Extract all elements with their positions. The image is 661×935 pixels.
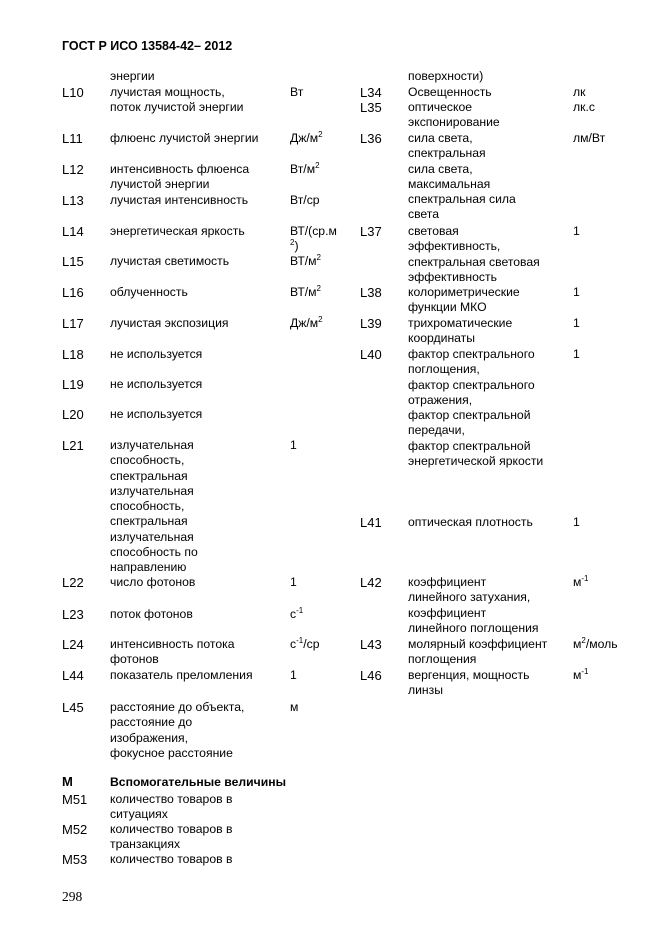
page-header: ГОСТ Р ИСО 13584-42– 2012 bbox=[62, 39, 233, 53]
row-quantity: интенсивность флюенса лучистой энергии bbox=[110, 162, 250, 192]
row-quantity: колориметрические функции МКО bbox=[408, 285, 520, 315]
row-code: L42 bbox=[360, 575, 382, 590]
row-unit: лк.с bbox=[573, 100, 595, 114]
row-code: L12 bbox=[62, 162, 84, 177]
row-code: L46 bbox=[360, 668, 382, 683]
row-code: L13 bbox=[62, 193, 84, 208]
row-code: L17 bbox=[62, 316, 84, 331]
section-title: Вспомогательные величины bbox=[110, 775, 286, 789]
row-code: L15 bbox=[62, 254, 84, 269]
row-code: M51 bbox=[62, 792, 88, 807]
row-quantity: показатель преломления bbox=[110, 668, 253, 682]
left-top-fragment: энергии bbox=[110, 69, 155, 83]
row-quantity: интенсивность потока фотонов bbox=[110, 637, 235, 667]
row-quantity: флюенс лучистой энергии bbox=[110, 131, 259, 145]
row-code: L21 bbox=[62, 438, 84, 453]
row-quantity: световая эффективность, спектральная световая эффективность bbox=[408, 224, 540, 284]
row-unit: 1 bbox=[290, 668, 297, 682]
row-code: L35 bbox=[360, 100, 382, 115]
row-unit: 1 bbox=[573, 515, 580, 529]
row-unit: 1 bbox=[573, 224, 580, 238]
row-unit: 1 bbox=[290, 438, 297, 452]
row-unit: $м^2$/моль bbox=[573, 636, 618, 651]
row-quantity: не используется bbox=[110, 377, 203, 391]
row-unit: $с^{-1}/ср$ bbox=[290, 636, 320, 651]
row-unit: $Вт/м^2$ bbox=[290, 161, 320, 176]
row-unit: лк bbox=[573, 85, 586, 99]
row-unit: 1 bbox=[290, 575, 297, 589]
row-code: M53 bbox=[62, 852, 88, 867]
row-unit: $м^{-1}$ bbox=[573, 667, 589, 682]
row-quantity: трихроматические координаты bbox=[408, 316, 513, 346]
row-unit: $с^{-1}$ bbox=[290, 606, 304, 621]
row-quantity: не используется bbox=[110, 407, 203, 421]
row-quantity: коэффициент линейного затухания, коэффициент линейного поглощения bbox=[408, 575, 539, 635]
section-code: M bbox=[62, 774, 73, 789]
row-quantity: облученность bbox=[110, 285, 188, 299]
row-quantity: фактор спектрального поглощения, фактор спектрального отражения, фактор спектральной передачи, фактор спектральной энергетической яркости bbox=[408, 347, 544, 469]
row-quantity: вергенция, мощность линзы bbox=[408, 668, 530, 698]
row-quantity: поток фотонов bbox=[110, 607, 193, 621]
row-code: L11 bbox=[62, 131, 83, 146]
row-unit: $м^{-1}$ bbox=[573, 574, 589, 589]
row-quantity: количество товаров в ситуациях bbox=[110, 792, 233, 822]
row-code: L38 bbox=[360, 285, 382, 300]
row-code: L34 bbox=[360, 85, 382, 100]
row-code: L10 bbox=[62, 85, 84, 100]
right-top-fragment: поверхности) bbox=[408, 69, 484, 83]
row-unit: 1 bbox=[573, 285, 580, 299]
row-unit: Вт/ср bbox=[290, 193, 320, 207]
row-unit: $ВТ/м^2$ bbox=[290, 284, 321, 299]
row-code: L20 bbox=[62, 407, 84, 422]
row-code: L14 bbox=[62, 224, 84, 239]
row-code: L36 bbox=[360, 131, 382, 146]
row-quantity: лучистая экспозиция bbox=[110, 316, 229, 330]
row-quantity: Освещенность bbox=[408, 85, 492, 99]
row-code: L45 bbox=[62, 700, 84, 715]
row-code: L39 bbox=[360, 316, 382, 331]
row-code: L44 bbox=[62, 668, 84, 683]
row-code: L24 bbox=[62, 637, 84, 652]
row-code: L22 bbox=[62, 575, 84, 590]
row-unit: $Дж/м^2$ bbox=[290, 130, 323, 145]
row-quantity: оптическое экспонирование bbox=[408, 100, 500, 130]
row-quantity: лучистая интенсивность bbox=[110, 193, 249, 207]
row-code: L18 bbox=[62, 347, 84, 362]
row-quantity: излучательная способность, спектральная излучательная способность, спектральная излучательная способность по направлению bbox=[110, 438, 198, 575]
row-unit: 1 bbox=[573, 316, 580, 330]
row-quantity: лучистая мощность, поток лучистой энергии bbox=[110, 85, 244, 115]
row-code: L16 bbox=[62, 285, 84, 300]
row-quantity: не используется bbox=[110, 347, 203, 361]
row-quantity: оптическая плотность bbox=[408, 515, 533, 529]
row-quantity: энергетическая яркость bbox=[110, 224, 245, 238]
row-code: L40 bbox=[360, 347, 382, 362]
row-unit: м bbox=[290, 700, 299, 714]
row-unit: $ВТ/м^2$ bbox=[290, 253, 321, 268]
row-code: L43 bbox=[360, 637, 382, 652]
row-unit: Вт bbox=[290, 85, 304, 99]
row-code: M52 bbox=[62, 822, 88, 837]
row-code: L37 bbox=[360, 224, 382, 239]
row-unit: 1 bbox=[573, 347, 580, 361]
row-unit: лм/Вт bbox=[573, 131, 606, 145]
row-unit: $Дж/м^2$ bbox=[290, 315, 323, 330]
row-quantity: число фотонов bbox=[110, 575, 196, 589]
row-code: L41 bbox=[360, 515, 382, 530]
row-code: L23 bbox=[62, 607, 84, 622]
row-quantity: молярный коэффициент поглощения bbox=[408, 637, 548, 667]
row-quantity: количество товаров в транзакциях bbox=[110, 822, 233, 852]
page-number: 298 bbox=[62, 889, 83, 904]
row-quantity: лучистая светимость bbox=[110, 254, 230, 268]
row-quantity: количество товаров в bbox=[110, 852, 233, 866]
row-code: L19 bbox=[62, 377, 84, 392]
row-quantity: сила света, спектральная сила света, максимальная спектральная сила света bbox=[408, 131, 516, 222]
row-quantity: расстояние до объекта, расстояние до изображения, фокусное расстояние bbox=[110, 700, 245, 760]
row-unit: ВТ/(ср.м $^2$) bbox=[290, 224, 337, 254]
